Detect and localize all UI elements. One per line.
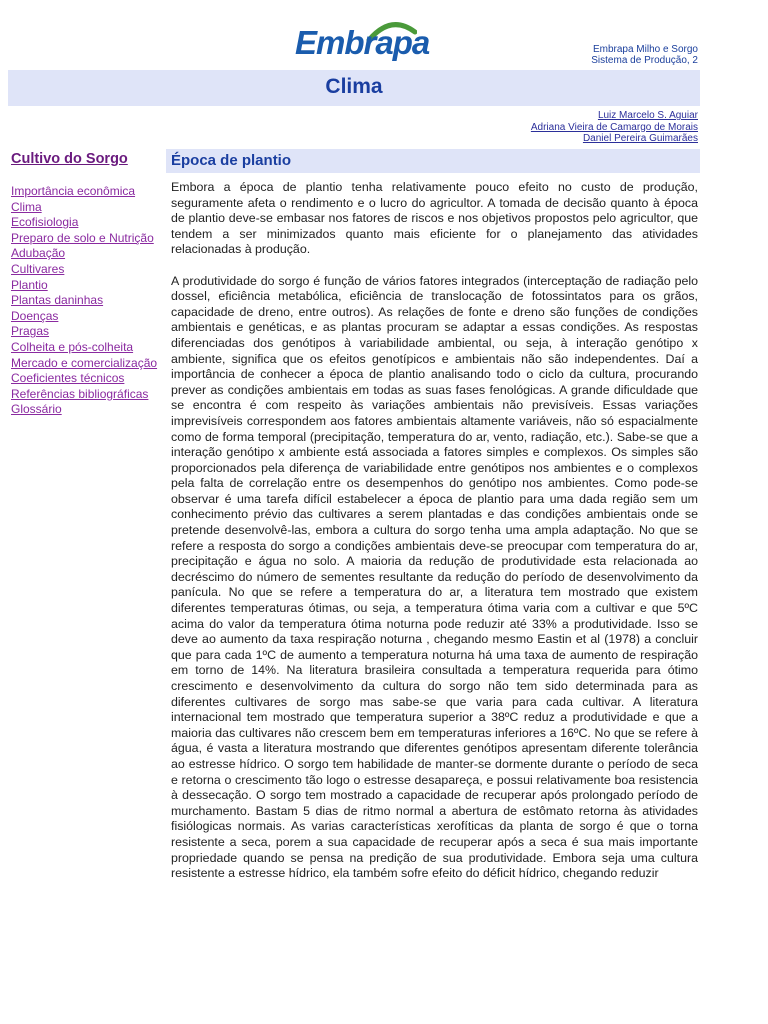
meta-system: Sistema de Produção, 2 <box>591 55 698 66</box>
sidebar-title[interactable]: Cultivo do Sorgo <box>11 151 128 167</box>
sidebar-item-importancia[interactable]: Importância econômica <box>11 184 136 198</box>
sidebar-item-ecofisiologia[interactable]: Ecofisiologia <box>11 215 79 230</box>
section-header <box>166 149 700 173</box>
sidebar-item-referencias[interactable]: Referências bibliográficas <box>11 386 149 401</box>
author-list <box>531 110 698 145</box>
author-link[interactable]: Adriana Vieira de Camargo de Morais <box>530 121 698 133</box>
sidebar-item-doencas[interactable]: Doenças <box>11 308 59 323</box>
sidebar-item-colheita[interactable]: Colheita e pós-colheita <box>11 339 134 354</box>
sidebar-item-preparo-solo[interactable]: Preparo de solo e Nutrição <box>11 230 154 245</box>
sidebar-item-cultivares[interactable]: Cultivares <box>11 261 65 276</box>
paragraph: A produtividade do sorgo é função de vários fatores integrados (interceptação de radiação pelo dossel, eficiência metabólica, eficiência de translocação de fotossintatos para os grãos, capacidade de dreno, entre outros). As relações de fonte e dreno são funções de condições ambientais e genéticas, e as plantas procuram se adaptar a essas condições. As respostas diferenciadas dos genótipos à variabilidade ambiental, ou seja, à interação genótipo x ambiente, significa que os efeitos genotípicos e ambientais não são independentes. Daí a importância de conhecer a época de plantio analisando todo o ciclo da cultura, procurando prever as condições ambientais em todas as suas fases fenológicas. A grande dificuldade que se encontra é com respeito às variações ambientais não previsíveis. Essas variações imprevisíveis correspondem aos fatores ambientais altamente variáveis, não só espacialmente como de forma temporal (precipitação, temperatura do ar, vento, radiação, etc.). Sabe-se que a interação genótipo x ambiente está associada a fatores simples e complexos. Os simples são proporcionados pela diferença de variabilidade entre genótipos nos ambientes e o complexos pela falta de correlação entre os desempenhos do genótipo nos ambientes. Como pode-se observar é uma tarefa difícil estabelecer a época de plantio para uma dada região sem um conhecimento prévio das cultivares a serem plantadas e das condições ambientais onde se pretende desenvolvê-las, embora a cultura do sorgo tenha uma ampla adaptação. No que se refere a resposta do sorgo a condições ambientais deve-se preocupar com temperatura do ar, precipitação e água no solo. A maioria da redução de produtividade esta relacionada ao decréscimo do número de sementes resultante da redução do período de desenvolvimento da panícula. No que se refere a temperatura do ar, a literatura tem mostrado que existem diferentes temperaturas ótimas, ou seja, a temperatura ótima varia com a cultivar e que 5ºC acima do valor da temperatura ótima noturna pode reduzir até 33% a produtividade. Isso se deve ao aumento da taxa respiração noturna , chegando mesmo Eastin et al (1978) a concluir que para cada 1ºC de aumento a temperatura noturna há uma taxa de aumento de respiração em torno de 14%. Na literatura brasileira consultada a temperatura requerida para ótimo crescimento e desenvolvimento da cultura do sorgo não tem sido determinada para as diferentes cultivares de sorgo mas sabe-se que varia para cada cultivar. A literatura internacional tem mostrado que temperatura superior a 38ºC reduz a produtividade e que a maioria das cultivares não crescem bem em temperaturas inferiores a 16ºC. No que se refere à água, é vasta a literatura mostrando que diferentes genótipos apresentam diferente tolerância ao estresse hídrico. O sorgo tem habilidade de manter-se dormente durante o período de seca e retorna o crescimento tão logo o estresse desapareça, e possui relativamente boa resistencia à dessecação. O sorgo tem mostrado a capacidade de recuperar após prolongado período de murchamento. Bastam 5 dias de ritmo normal a abertura de estômato retorna às atividades fisiólogicas normais. As varias características xerofíticas da planta de sorgo é que o torna resistente a seca, porem a sua capacidade de recuperar após a seca é sua mais importante propriedade quando se pensa na predição de sua produtividade. Embora seja uma cultura resistente a estresse hídrico, ela também sofre efeito do déficit hídrico, chegando reduzir <box>171 273 698 881</box>
author-link[interactable]: Luiz Marcelo S. Aguiar <box>597 110 698 121</box>
sidebar-nav <box>11 151 171 418</box>
title-band <box>8 70 700 106</box>
sidebar-item-plantas-daninhas[interactable]: Plantas daninhas <box>11 293 104 308</box>
sidebar-item-mercado[interactable]: Mercado e comercialização <box>11 355 158 370</box>
embrapa-logo <box>295 18 430 64</box>
section-title: Época de plantio <box>171 152 292 169</box>
article-body <box>171 180 698 897</box>
sidebar-item-adubacao[interactable]: Adubação <box>11 246 66 261</box>
sidebar-item-plantio[interactable]: Plantio <box>11 277 48 292</box>
meta-unit: Embrapa Milho e Sorgo <box>592 44 698 55</box>
document-meta <box>591 44 698 66</box>
author-link[interactable]: Daniel Pereira Guimarães <box>582 133 698 144</box>
logo-text: Embrapa <box>295 24 430 61</box>
paragraph: Embora a época de plantio tenha relativamente pouco efeito no custo de produção, seguramente afeta o rendimento e o lucro do agricultor. A tomada de decisão quanto à época de plantio deve-se embasar nos fatores de riscos e nos objetivos propostos pelo agricultor, que tendem a ser minimizados quanto mais eficiente for o planejamento das atividades relacionadas à produção. <box>171 180 698 257</box>
page-title: Clima <box>325 75 383 98</box>
sidebar-item-clima[interactable]: Clima <box>11 199 42 214</box>
sidebar-item-coeficientes[interactable]: Coeficientes técnicos <box>11 371 125 386</box>
sidebar-item-pragas[interactable]: Pragas <box>11 324 50 339</box>
sidebar-item-glossario[interactable]: Glossário <box>11 402 62 417</box>
